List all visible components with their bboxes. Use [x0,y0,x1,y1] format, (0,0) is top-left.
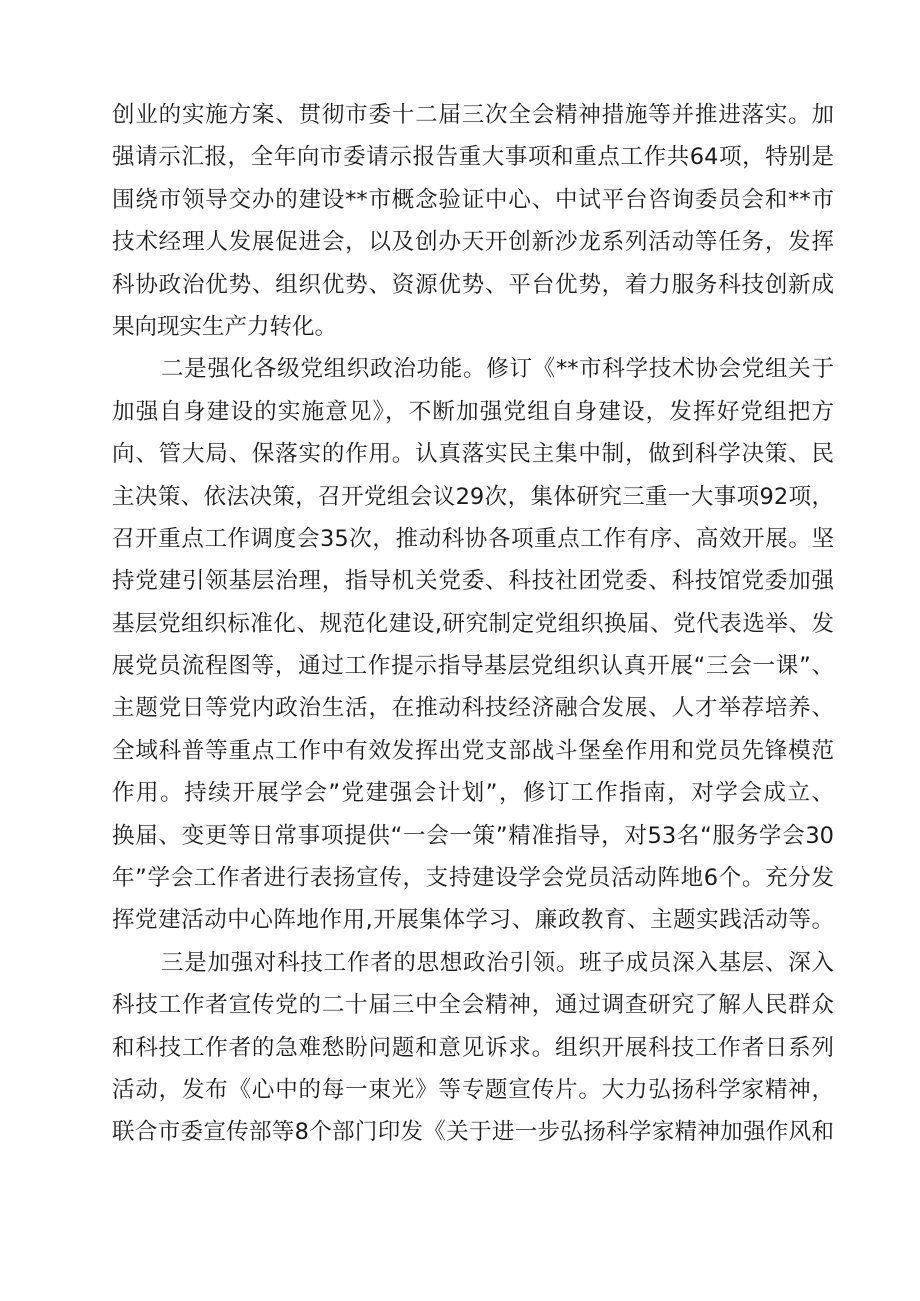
text-line: 基层党组织标准化、规范化建设,研究制定党组织换届、党代表选举、发 [112,610,834,637]
text-line: 展党员流程图等，通过工作提示指导基层党组织认真开展“三会一课”、 [112,653,834,680]
text-line: 加强自身建设的实施意见》，不断加强党组自身建设，发挥好党组把方 [112,398,834,425]
text-line: 创业的实施方案、贯彻市委十二届三次全会精神措施等并推进落实。加 [112,102,834,128]
text-line: 全域科普等重点工作中有效发挥出党支部战斗堡垒作用和党员先锋模范 [112,737,834,764]
text-line: 持党建引领基层治理，指导机关党委、科技社团党委、科技馆党委加强 [112,568,834,595]
text-line: 二是强化各级党组织政治功能。修订《**市科学技术协会党组关于 [161,356,834,383]
text-line: 挥党建活动中心阵地作用,开展集体学习、廉政教育、主题实践活动等。 [112,907,834,934]
text-line: 强请示汇报，全年向市委请示报告重大事项和重点工作共64项，特别是 [112,144,834,171]
text-line: 主决策、依法决策，召开党组会议29次，集体研究三重一大事项92项， [112,483,834,510]
paragraph-3 [112,942,834,1154]
text-line: 技术经理人发展促进会，以及创办天开创新沙龙系列活动等任务，发挥 [112,229,834,256]
text-line: 作用。持续开展学会”党建强会计划”，修订工作指南，对学会成立、 [112,780,834,807]
text-line: 换届、变更等日常事项提供“一会一策”精准指导，对53名“服务学会30 [112,822,834,849]
paragraph-1 [112,94,834,348]
text-line: 向、管大局、保落实的作用。认真落实民主集中制，做到科学决策、民 [112,441,834,468]
text-line: 和科技工作者的急难愁盼问题和意见诉求。组织开展科技工作者日系列 [112,1034,834,1061]
text-line: 科协政治优势、组织优势、资源优势、平台优势，着力服务科技创新成 [112,271,834,298]
text-line: 三是加强对科技工作者的思想政治引领。班子成员深入基层、深入 [161,949,834,976]
paragraph-2 [112,348,834,941]
text-line: 联合市委宣传部等8个部门印发《关于进一步弘扬科学家精神加强作风和 [112,1119,834,1146]
document-body [112,94,834,1154]
text-line: 果向现实生产力转化。 [112,313,338,340]
text-line: 年”学会工作者进行表扬宣传，支持建设学会党员活动阵地6个。充分发 [112,865,834,892]
text-line: 科技工作者宣传党的二十届三中全会精神，通过调查研究了解人民群众 [112,992,834,1019]
text-line: 活动，发布《心中的每一束光》等专题宣传片。大力弘扬科学家精神， [112,1076,834,1103]
text-line: 围绕市领导交办的建设**市概念验证中心、中试平台咨询委员会和**市 [112,186,834,213]
text-line: 召开重点工作调度会35次，推动科协各项重点工作有序、高效开展。坚 [112,525,834,552]
text-line: 主题党日等党内政治生活，在推动科技经济融合发展、人才举荐培养、 [112,695,834,722]
